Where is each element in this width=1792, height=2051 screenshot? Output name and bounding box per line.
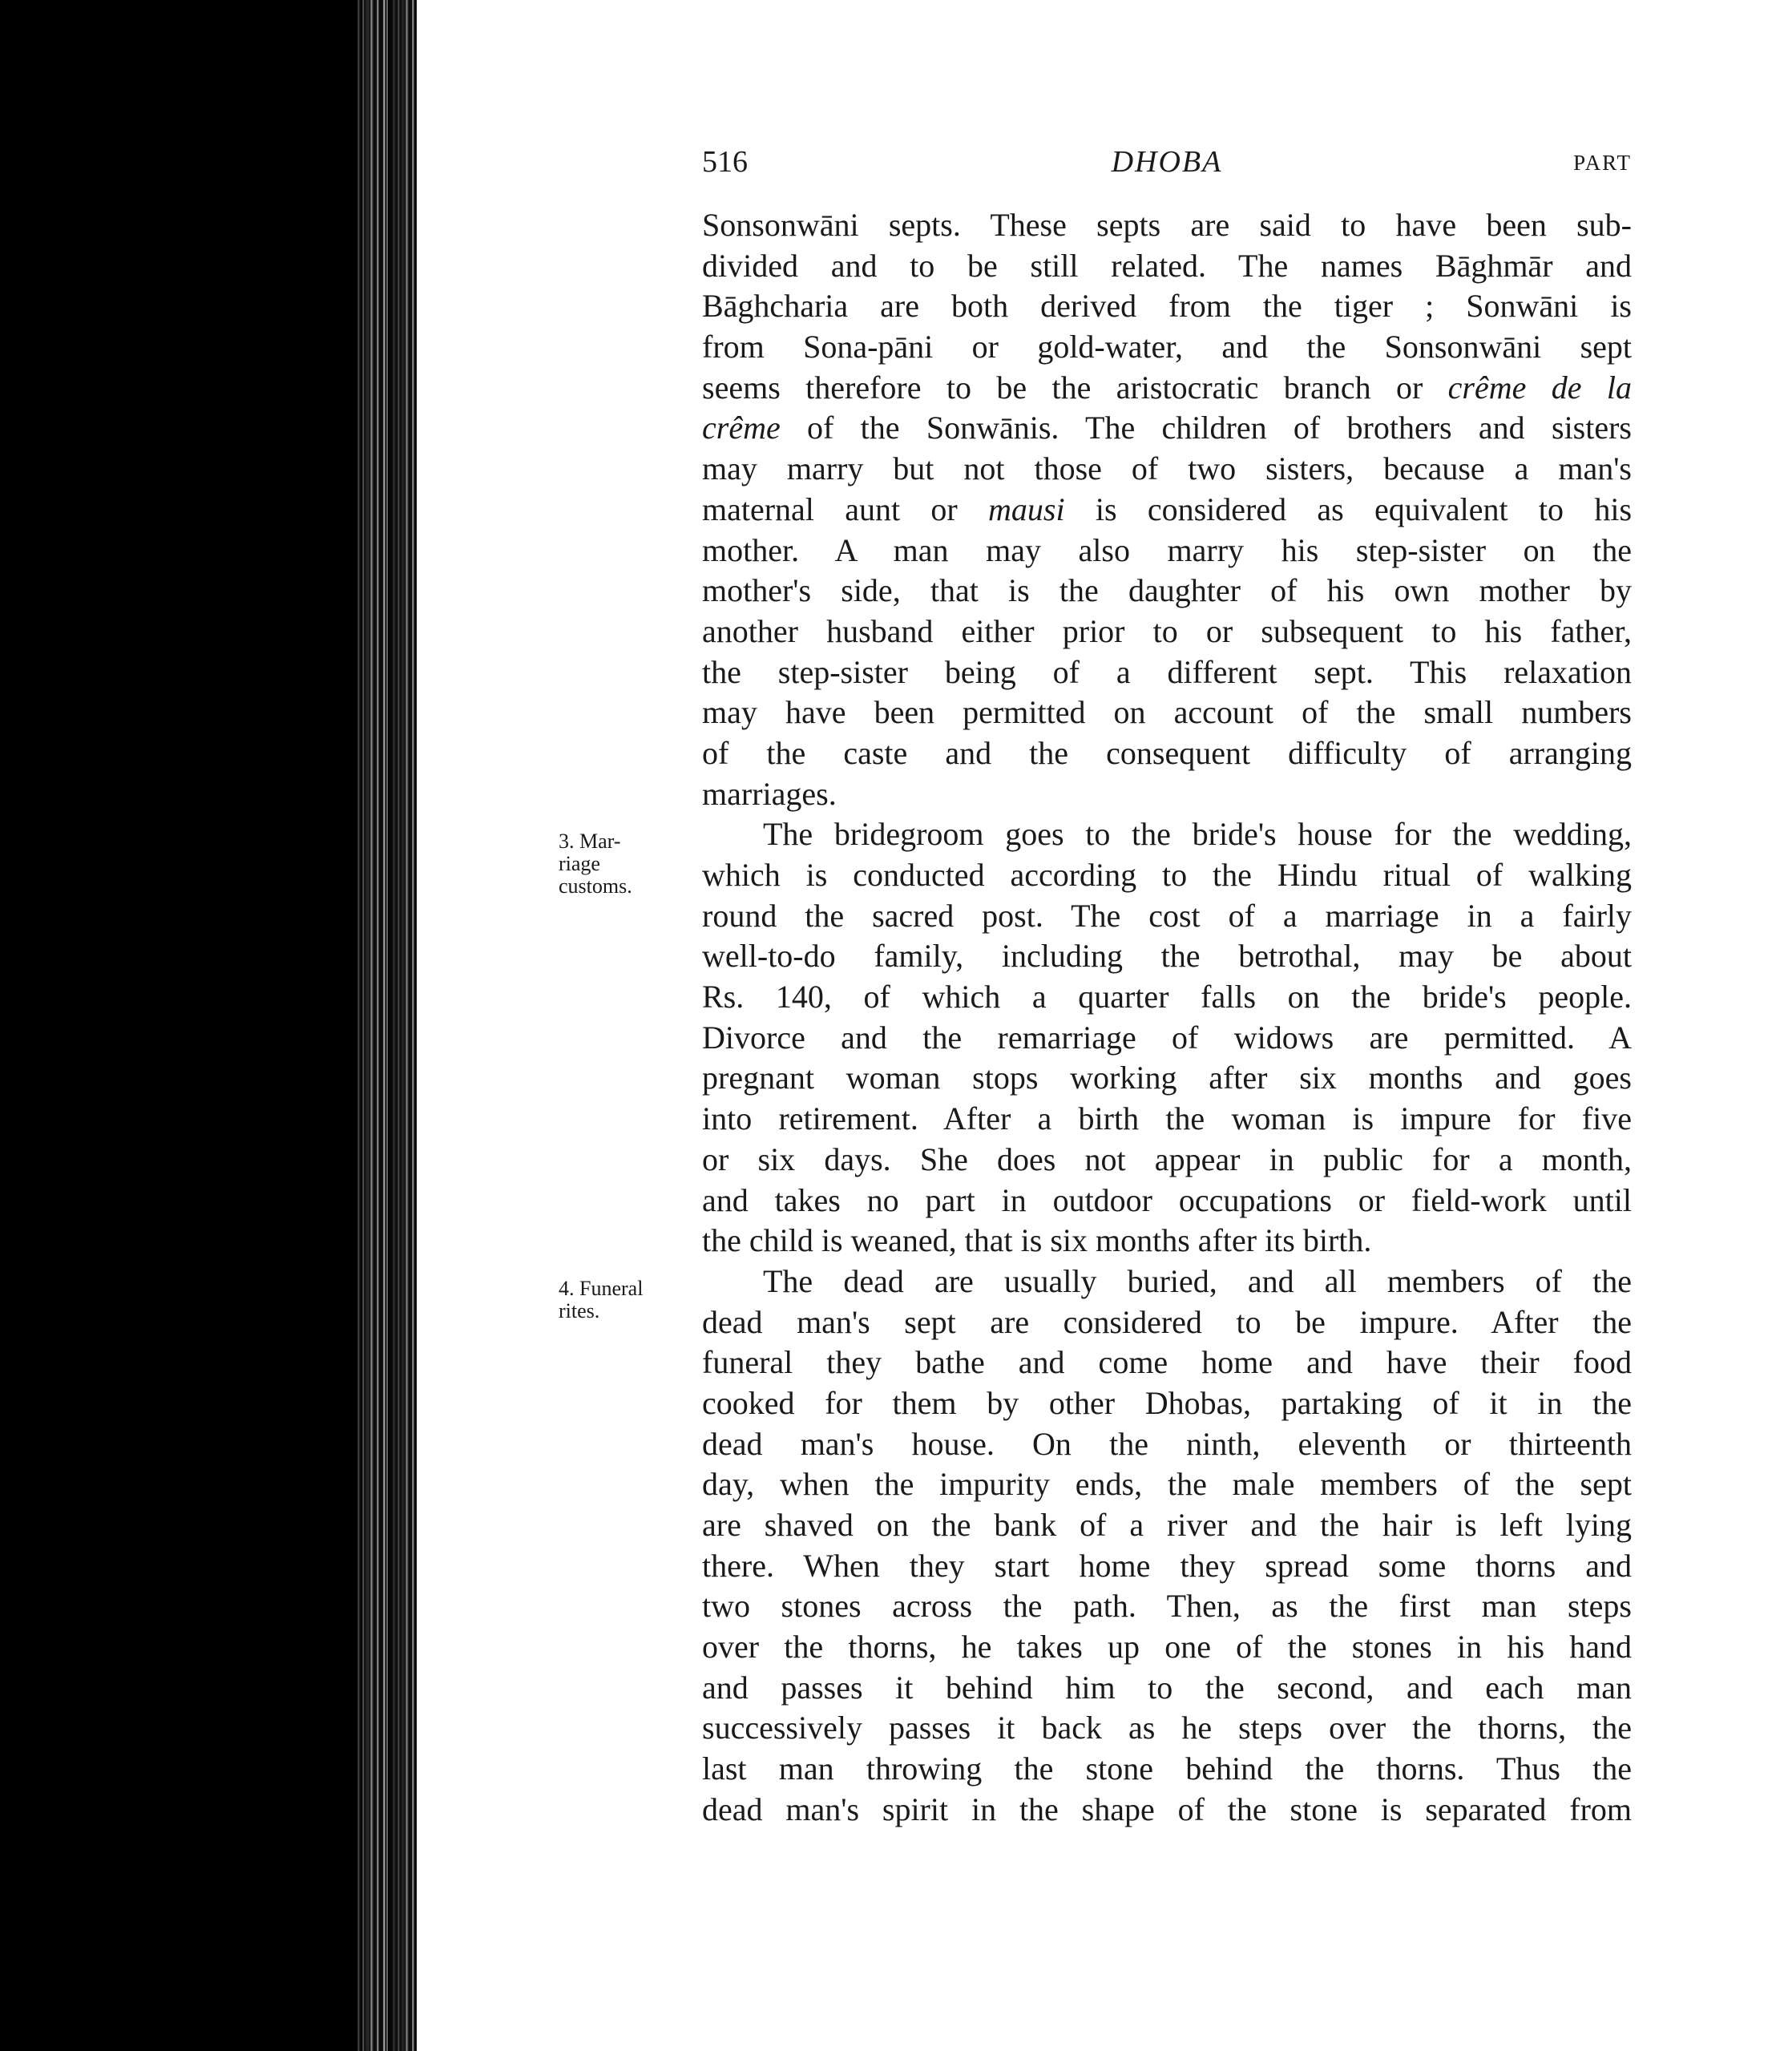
text-line: may marry but not those of two sisters, because a man's: [702, 450, 1632, 487]
text-line: which is conducted according to the Hindu ritual of walking: [702, 857, 1632, 893]
text-line: [702, 368, 1632, 409]
text-line: Bāghcharia are both derived from the tiger ; Sonwāni is: [702, 288, 1632, 325]
sidenote-line: 4. Funeral: [559, 1277, 644, 1300]
text-line: [702, 490, 1632, 531]
text-line: there. When they start home they spread some thorns and: [702, 1547, 1632, 1584]
text-line: day, when the impurity ends, the male members of the sept: [702, 1466, 1632, 1503]
text-line: cooked for them by other Dhobas, partaking of it in the: [702, 1384, 1632, 1421]
page-number: 516: [702, 145, 748, 179]
text-line: or six days. She does not appear in public for a month,: [702, 1141, 1632, 1177]
text-line: of the caste and the consequent difficulty of arranging: [702, 734, 1632, 771]
text-line: the child is weaned, that is six months after its birth.: [702, 1222, 1372, 1259]
text-line: round the sacred post. The cost of a marriage in a fairly: [702, 897, 1632, 934]
text-line: two stones across the path. Then, as the first man steps: [702, 1588, 1632, 1625]
text-line: Rs. 140, of which a quarter falls on the bride's people.: [702, 979, 1632, 1015]
italic-phrase: crême de la: [1447, 369, 1632, 406]
text-line: successively passes it back as he steps over the thorns, the: [702, 1710, 1632, 1746]
text-line: and takes no part in outdoor occupations or field-work until: [702, 1181, 1632, 1218]
text-line: mother. A man may also marry his step-sister on the: [702, 531, 1632, 568]
text-line: another husband either prior to or subsequent to his father,: [702, 612, 1632, 649]
body-text: [702, 205, 1632, 1831]
text-line: well-to-do family, including the betrothal, may be about: [702, 938, 1632, 975]
text-line: may have been permitted on account of the small numbers: [702, 694, 1632, 731]
text-line: funeral they bathe and come home and have their food: [702, 1344, 1632, 1381]
part-label: PART: [1573, 151, 1632, 175]
gutter-fade: [385, 0, 409, 2051]
text-line: from Sona-pāni or gold-water, and the Sonsonwāni sept: [702, 329, 1632, 365]
italic-word: mausi: [988, 491, 1065, 527]
text-line: over the thorns, he takes up one of the stones in his hand: [702, 1629, 1632, 1665]
text-line: The bridegroom goes to the bride's house for the wedding,: [763, 816, 1632, 853]
text-run: of the Sonwānis. The children of brothers and sisters: [780, 410, 1632, 446]
text-line: marriages.: [702, 775, 837, 812]
text-line: pregnant woman stops working after six months and goes: [702, 1060, 1632, 1096]
italic-phrase: crême: [702, 410, 781, 446]
text-line: dead man's house. On the ninth, eleventh or thirteenth: [702, 1425, 1632, 1462]
sidenote-line: riage: [559, 852, 600, 875]
book-binding-shadow: [0, 0, 365, 2051]
text-line: dead man's spirit in the shape of the stone is separated from: [702, 1791, 1632, 1827]
text-line: Divorce and the remarriage of widows are permitted. A: [702, 1019, 1632, 1056]
sidenote-line: 3. Mar-: [559, 830, 621, 853]
running-title: DHOBA: [1111, 145, 1223, 179]
text-run: seems therefore to be the aristocratic branch or: [702, 369, 1448, 406]
text-run: is considered as equivalent to his: [1064, 491, 1633, 527]
sidenote-funeral-rites: [559, 1278, 687, 1322]
text-line: divided and to be still related. The names Bāghmār and: [702, 247, 1632, 284]
text-line: dead man's sept are considered to be impure. After the: [702, 1303, 1632, 1340]
sidenote-marriage-customs: [559, 830, 687, 898]
text-line: [702, 408, 1632, 449]
text-line: the step-sister being of a different sept. This relaxation: [702, 653, 1632, 690]
text-line: The dead are usually buried, and all members of the: [763, 1262, 1632, 1299]
text-run: maternal aunt or: [702, 491, 988, 527]
text-line: mother's side, that is the daughter of his own mother by: [702, 572, 1632, 609]
text-line: last man throwing the stone behind the thorns. Thus the: [702, 1750, 1632, 1787]
sidenote-line: rites.: [559, 1299, 600, 1322]
text-line: Sonsonwāni septs. These septs are said to have been sub-: [702, 207, 1632, 243]
sidenote-line: customs.: [559, 874, 632, 898]
text-line: are shaved on the bank of a river and the hair is left lying: [702, 1507, 1632, 1543]
text-line: into retirement. After a birth the woman is impure for five: [702, 1100, 1632, 1137]
page-header: [702, 144, 1632, 192]
text-line: and passes it behind him to the second, and each man: [702, 1669, 1632, 1706]
